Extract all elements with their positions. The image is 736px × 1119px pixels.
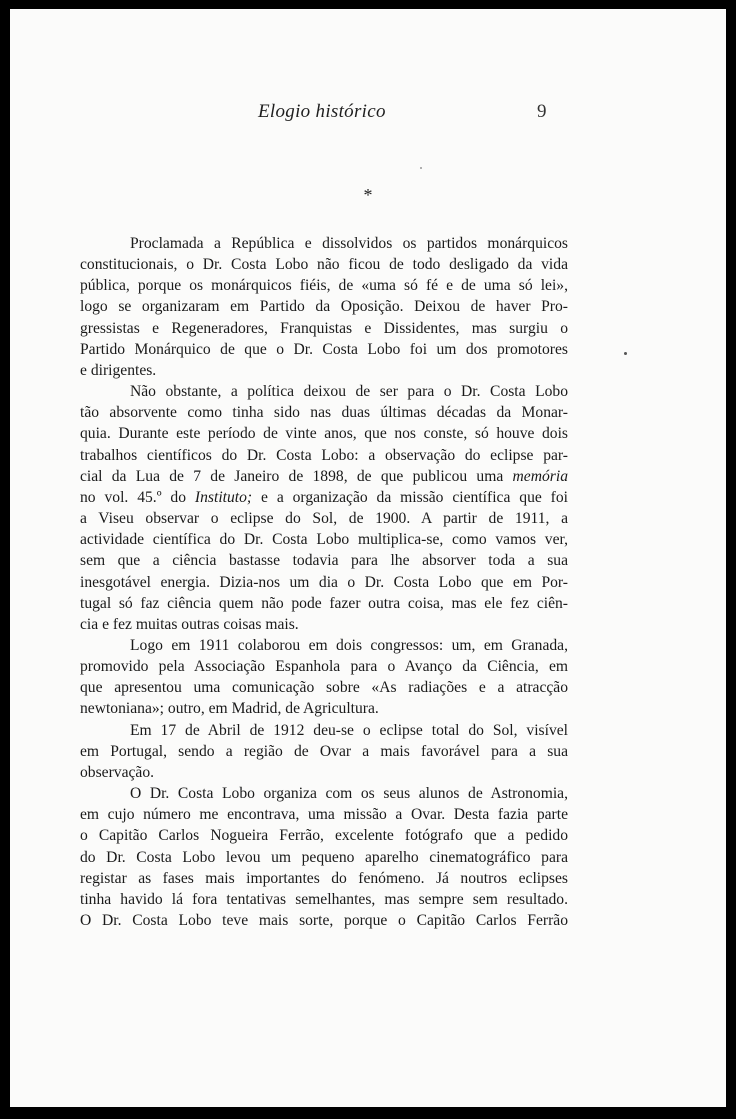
text-run: e a organização da missão científica que foi <box>252 488 569 506</box>
book-page <box>10 9 726 1107</box>
text-line: newtoniana»; outro, em Madrid, de Agricultura. <box>80 700 379 718</box>
text-line: O Dr. Costa Lobo organiza com os seus alunos de Astronomia, <box>130 785 568 803</box>
paper-speck <box>420 167 422 169</box>
text-line: pública, porque os monárquicos fiéis, de «uma só fé e de uma só lei», <box>80 277 568 295</box>
page-number: 9 <box>537 101 547 122</box>
text-line: em Portugal, sendo a região de Ovar a mais favorável para a sua <box>80 742 568 760</box>
paper-speck <box>624 352 627 355</box>
text-line: Não obstante, a política deixou de ser para o Dr. Costa Lobo <box>130 383 568 401</box>
text-run: cial da Lua de 7 de Janeiro de 1898, de que publicou uma <box>80 467 513 485</box>
text-line: em cujo número me encontrava, uma missão a Ovar. Desta fazia parte <box>80 806 568 824</box>
text-line: tinha havido lá fora tentativas semelhantes, mas sempre sem resultado. <box>80 890 568 908</box>
text-line: Em 17 de Abril de 1912 deu-se o eclipse total do Sol, visível <box>130 721 568 739</box>
text-line: Proclamada a República e dissolvidos os partidos monárquicos <box>130 235 568 252</box>
text-line: logo se organizaram em Partido da Oposição. Deixou de haver Pro- <box>80 298 568 316</box>
text-line: promovido pela Associação Espanhola para o Avanço da Ciência, em <box>80 658 568 676</box>
text-line: tugal só faz ciência quem não pode fazer outra coisa, mas ele fez ciên- <box>80 594 568 612</box>
italic-run: Instituto; <box>194 488 253 506</box>
text-line: tão absorvente como tinha sido nas duas últimas décadas da Monar- <box>80 404 568 422</box>
text-line: inesgotável energia. Dizia-nos um dia o Dr. Costa Lobo que em Por- <box>80 573 568 591</box>
text-line: do Dr. Costa Lobo levou um pequeno aparelho cinematográfico para <box>80 848 568 866</box>
text-line: sem que a ciência bastasse todavia para lhe absorver toda a sua <box>80 552 568 570</box>
text-line <box>80 466 568 487</box>
text-line: Logo em 1911 colaborou em dois congressos: um, em Granada, <box>130 636 568 654</box>
text-line: o Capitão Carlos Nogueira Ferrão, excelente fotógrafo que a pedido <box>80 827 568 845</box>
text-line: actividade científica do Dr. Costa Lobo multiplica-se, como vamos ver, <box>80 531 568 549</box>
text-line: que apresentou uma comunicação sobre «As radiações e a atracção <box>80 679 568 697</box>
body-text <box>80 233 568 931</box>
running-title: Elogio histórico <box>258 101 386 122</box>
text-line: e dirigentes. <box>80 361 157 379</box>
text-line: quia. Durante este período de vinte anos, que nos conste, só houve dois <box>80 425 568 443</box>
text-line: a Viseu observar o eclipse do Sol, de 1900. A partir de 1911, a <box>80 510 568 528</box>
section-separator: * <box>363 185 373 205</box>
text-line: Partido Monárquico de que o Dr. Costa Lobo foi um dos promotores <box>80 340 568 358</box>
italic-run: memória <box>512 467 568 485</box>
text-line: gressistas e Regeneradores, Franquistas e Dissidentes, mas surgiu o <box>80 319 568 337</box>
text-line: trabalhos científicos do Dr. Costa Lobo: a observação do eclipse par- <box>80 446 568 464</box>
text-line <box>80 487 568 508</box>
text-run: no vol. 45.º do <box>80 488 195 506</box>
text-line: constitucionais, o Dr. Costa Lobo não ficou de todo desligado da vida <box>80 256 568 274</box>
text-line: observação. <box>80 763 155 781</box>
text-line: cia e fez muitas outras coisas mais. <box>80 615 299 633</box>
text-line: registar as fases mais importantes do fenómeno. Já noutros eclipses <box>80 869 568 887</box>
text-line: O Dr. Costa Lobo teve mais sorte, porque o Capitão Carlos Ferrão <box>80 912 568 929</box>
running-head <box>10 101 726 131</box>
